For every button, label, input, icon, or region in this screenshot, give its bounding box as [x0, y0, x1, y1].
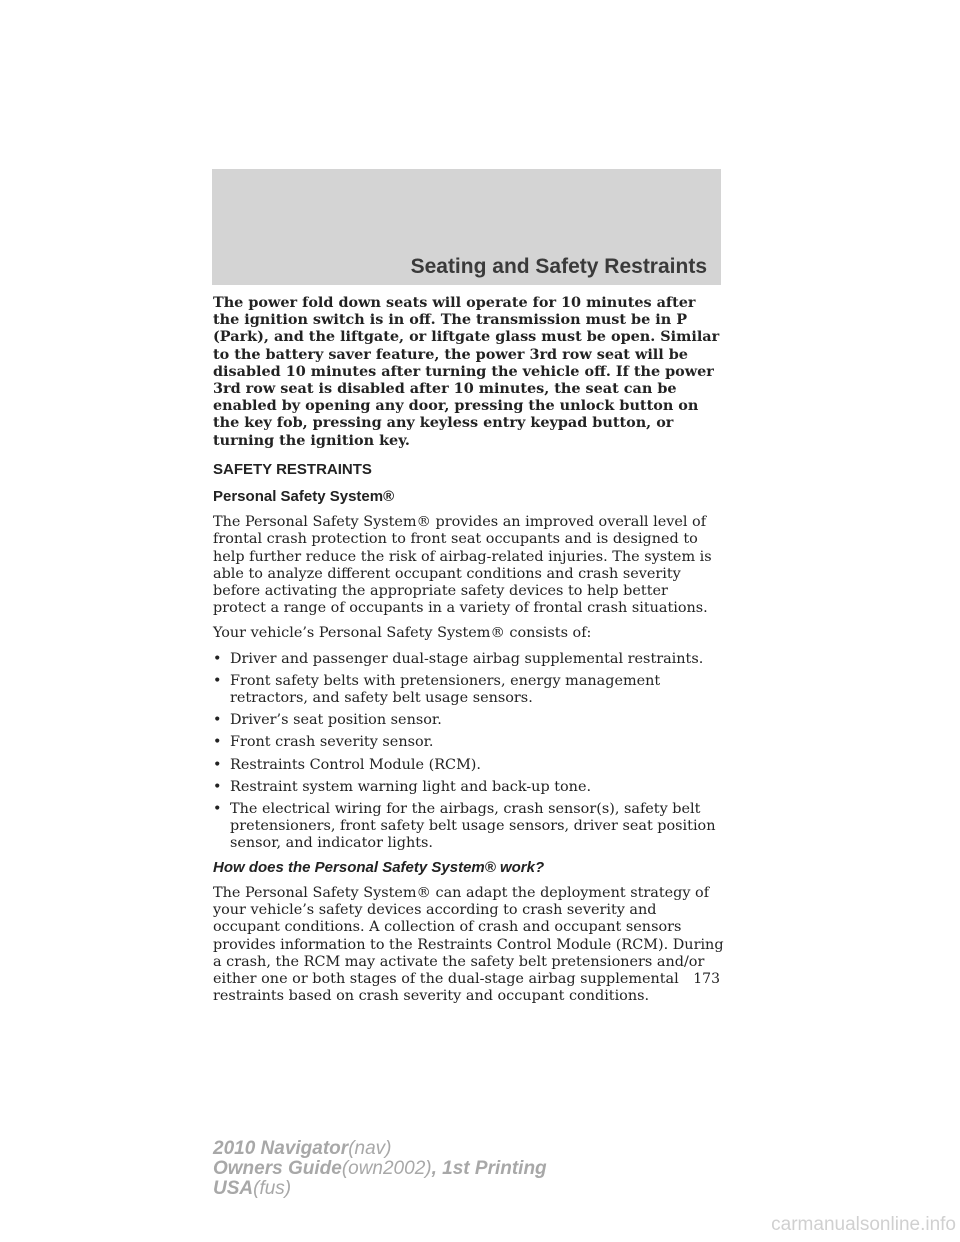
bullet-icon: • [213, 672, 222, 689]
list-item: • The electrical wiring for the airbags, crash sensor(s), safety belt pretensioners, front safety belt usage sensors, driver seat position sensor, and indicator lights. [213, 801, 716, 852]
bullet-icon: • [213, 712, 222, 729]
footer-line-3: USA(fus) [213, 1178, 292, 1199]
bullet-icon: • [213, 801, 222, 818]
list-item: • Restraint system warning light and back-up tone. [213, 778, 592, 795]
bullet-icon: • [213, 778, 222, 795]
section-title: Seating and Safety Restraints [410, 255, 707, 278]
bullet-icon: • [213, 756, 222, 773]
watermark-text: carmanualsonline.info [771, 1214, 956, 1235]
heading-safety-restraints: SAFETY RESTRAINTS [213, 460, 372, 478]
list-item: • Driver’s seat position sensor. [213, 712, 442, 729]
section-header-band [212, 169, 721, 285]
subheading-how-it-works: How does the Personal Safety System® work? [213, 858, 545, 876]
component-list [213, 651, 725, 853]
list-item: • Front safety belts with pretensioners, energy management retractors, and safety belt usage sensors. [213, 672, 661, 707]
bullet-icon: • [213, 734, 222, 751]
subheading-personal-safety-system: Personal Safety System® [213, 488, 395, 506]
bullet-icon: • [213, 650, 222, 667]
paragraph-pss-description: The Personal Safety System® provides an improved overall level of frontal crash protection to front seat occupants and is designed to help further reduce the risk of airbag-related injuries. The system is able to analyze different occupant conditions and crash severity before activating the appropriate safety devices to help better protect a range of occupants in a variety of frontal crash situations. [213, 514, 712, 617]
paragraph-consists-of: Your vehicle’s Personal Safety System® consists of: [213, 625, 592, 642]
footer-line-2: Owners Guide(own2002), 1st Printing [213, 1158, 547, 1179]
footer-line-1: 2010 Navigator(nav) [213, 1138, 392, 1159]
intro-paragraph: The power fold down seats will operate for 10 minutes after the ignition switch is in off. The transmission must be in P (Park), and the liftgate, or liftgate glass must be open. Similar to the battery saver feature, the power 3rd row seat will be disabled 10 minutes after turning the vehicle off. If the power 3rd row seat is disabled after 10 minutes, the seat can be enabled by opening any door, pressing the unlock button on the key fob, pressing any keyless entry keypad button, or turning the ignition key. [213, 294, 720, 449]
paragraph-how-it-works: The Personal Safety System® can adapt the deployment strategy of your vehicle’s safety devices according to crash severity and occupant conditions. A collection of crash and occupant sensors provides information to the Restraints Control Module (RCM). During a crash, the RCM may activate the safety belt pretensioners and/or either one or both stages of the dual-stage airbag supplemental restraints based on crash severity and occupant conditions. [213, 884, 724, 1005]
list-item: • Front crash severity sensor. [213, 734, 434, 751]
list-item: • Driver and passenger dual-stage airbag supplemental restraints. [213, 650, 704, 667]
page-content [213, 294, 725, 1013]
page-number: 173 [693, 971, 720, 987]
document-footer [213, 1139, 547, 1199]
list-item: • Restraints Control Module (RCM). [213, 756, 481, 773]
